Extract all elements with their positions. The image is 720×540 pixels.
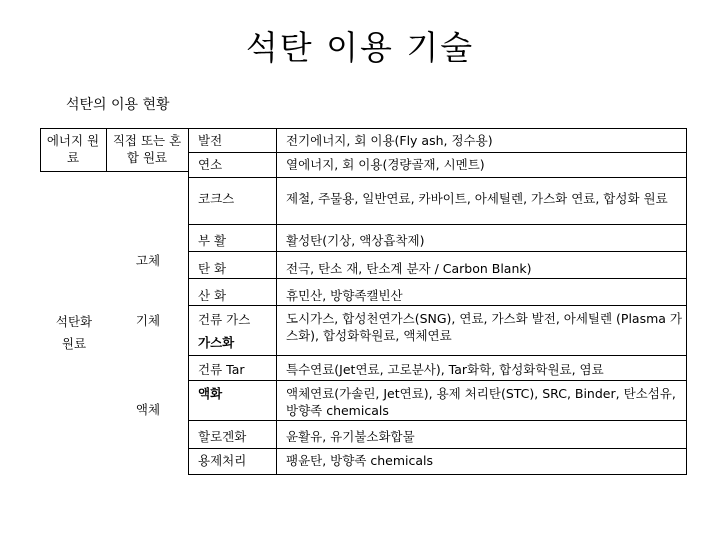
row-line-5 bbox=[188, 278, 687, 279]
group-gas: 기체 bbox=[135, 313, 161, 328]
table-border-left-top bbox=[40, 128, 41, 171]
use-cell: 윤활유, 유기불소화합물 bbox=[286, 429, 415, 444]
use-cell: 열에너지, 회 이용(경량골재, 시멘트) bbox=[286, 157, 485, 172]
process-cell: 용제처리 bbox=[198, 453, 247, 468]
use-cell: 활성탄(기상, 액상흡착제) bbox=[286, 233, 425, 248]
table-divider-1-top bbox=[106, 128, 107, 171]
row-line-3 bbox=[188, 224, 687, 225]
use-cell: 특수연료(Jet연료, 고로분사), Tar화학, 합성화학원료, 염료 bbox=[286, 362, 604, 377]
table-border-bottom bbox=[188, 474, 687, 475]
row-line-7 bbox=[188, 355, 687, 356]
group-coal-conversion: 석탄화 원료 bbox=[55, 314, 93, 351]
row-line-6 bbox=[188, 305, 687, 306]
use-cell: 도시가스, 합성천연가스(SNG), 연료, 가스화 발전, 아세틸렌 (Plasma 가스화), 합성화학원료, 액체연료 bbox=[286, 311, 682, 343]
process-cell: 탄 화 bbox=[198, 261, 227, 276]
process-cell: 부 활 bbox=[198, 233, 227, 248]
use-cell: 전기에너지, 회 이용(Fly ash, 정수용) bbox=[286, 133, 493, 148]
process-cell: 연소 bbox=[198, 157, 223, 172]
slide-title: 석탄 이용 기술 bbox=[245, 28, 475, 67]
use-cell: 전극, 탄소 재, 탄소계 분자 / Carbon Blank) bbox=[286, 261, 532, 276]
header-underline-left bbox=[40, 171, 106, 172]
process-cell: 건류 가스 bbox=[198, 312, 251, 327]
process-cell: 코크스 bbox=[198, 191, 235, 206]
row-line-4 bbox=[188, 251, 687, 252]
use-cell: 액체연료(가솔린, Jet연료), 용제 처리탄(STC), SRC, Binder, 탄소섬유, 방향족 chemicals bbox=[286, 386, 676, 418]
use-cell: 제철, 주물용, 일반연료, 카바이트, 아세틸렌, 가스화 연료, 합성화 원료 bbox=[286, 191, 668, 206]
process-cell: 발전 bbox=[198, 133, 223, 148]
header-energy-source: 에너지 원료 bbox=[46, 133, 100, 165]
row-line-10 bbox=[188, 448, 687, 449]
table-border-top bbox=[40, 128, 687, 129]
table-divider-2 bbox=[188, 128, 189, 474]
group-solid: 고체 bbox=[135, 253, 161, 268]
process-cell-bold: 가스화 bbox=[198, 335, 235, 350]
table-subtitle: 석탄의 이용 현황 bbox=[66, 97, 170, 113]
process-cell: 할로겐화 bbox=[198, 429, 247, 444]
header-direct-or-mixed: 직접 또는 혼합 원료 bbox=[112, 133, 182, 165]
process-cell-bold: 액화 bbox=[198, 386, 223, 401]
table-divider-3 bbox=[276, 128, 277, 474]
use-cell: 팽윤탄, 방향족 chemicals bbox=[286, 453, 434, 468]
row-line-2 bbox=[188, 177, 687, 178]
use-cell: 휴민산, 방향족캘빈산 bbox=[286, 288, 403, 303]
table-border-right bbox=[686, 128, 687, 474]
process-cell: 산 화 bbox=[198, 288, 227, 303]
row-line-8 bbox=[188, 380, 687, 381]
group-liquid: 액체 bbox=[135, 402, 161, 417]
row-line-9 bbox=[188, 420, 687, 421]
coal-usage-table bbox=[40, 128, 687, 474]
header-underline-mid bbox=[106, 171, 188, 172]
process-cell: 건류 Tar bbox=[198, 362, 245, 377]
row-line-1 bbox=[188, 152, 687, 153]
